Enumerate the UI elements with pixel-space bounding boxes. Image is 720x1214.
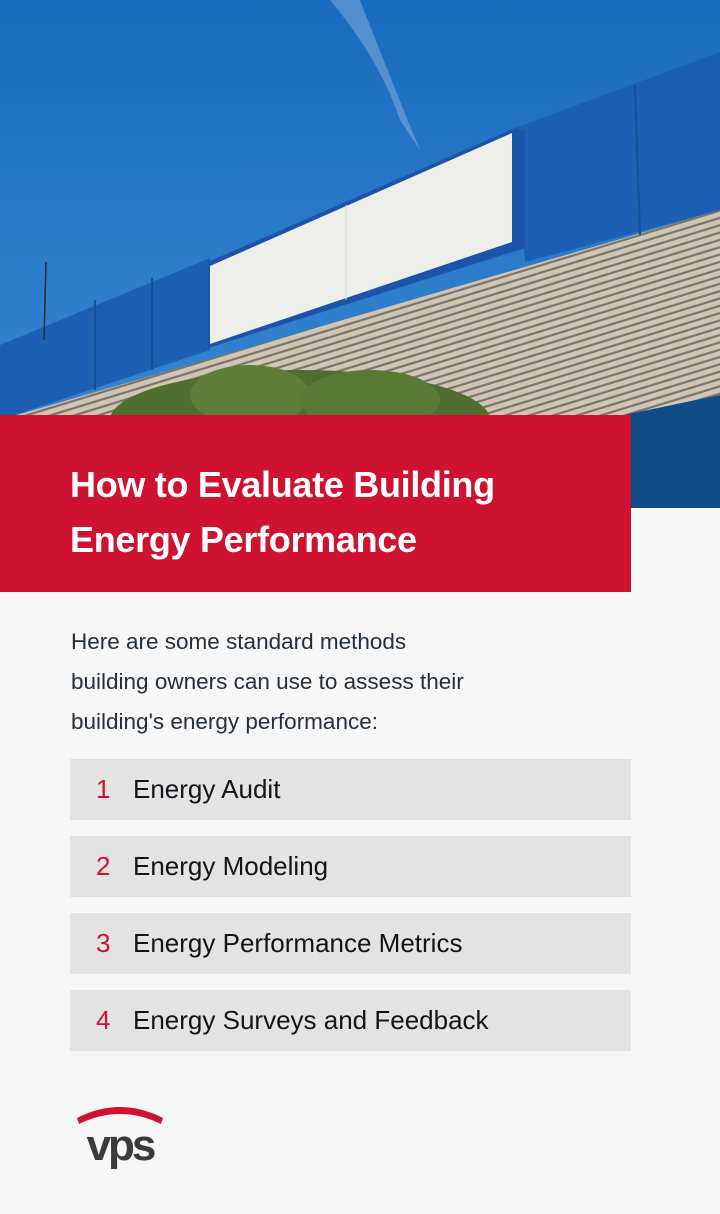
title-banner — [0, 415, 631, 592]
methods-list — [70, 759, 631, 1067]
method-label: Energy Surveys and Feedback — [133, 1005, 489, 1035]
method-item-energy-performance-metrics[interactable] — [70, 913, 631, 974]
method-item-energy-surveys-feedback[interactable] — [70, 990, 631, 1051]
method-number: 1 — [96, 774, 111, 804]
method-number: 4 — [96, 1005, 111, 1035]
intro-line-2: building owners can use to assess their — [71, 669, 464, 694]
title-line-1: How to Evaluate Building — [70, 464, 495, 505]
intro-paragraph — [71, 622, 611, 742]
method-item-energy-audit[interactable] — [70, 759, 631, 820]
method-label: Energy Modeling — [133, 851, 329, 881]
method-number: 2 — [96, 851, 111, 881]
svg-text:vps: vps — [86, 1121, 154, 1170]
vps-logo[interactable] — [75, 1100, 165, 1174]
intro-line-1: Here are some standard methods — [71, 629, 407, 654]
vps-logo-icon — [75, 1100, 165, 1174]
method-item-energy-modeling[interactable] — [70, 836, 631, 897]
method-label: Energy Audit — [133, 774, 281, 804]
page-title — [70, 457, 495, 567]
intro-line-3: building's energy performance: — [71, 709, 378, 734]
method-label: Energy Performance Metrics — [133, 928, 463, 958]
title-line-2: Energy Performance — [70, 519, 417, 560]
method-number: 3 — [96, 928, 111, 958]
